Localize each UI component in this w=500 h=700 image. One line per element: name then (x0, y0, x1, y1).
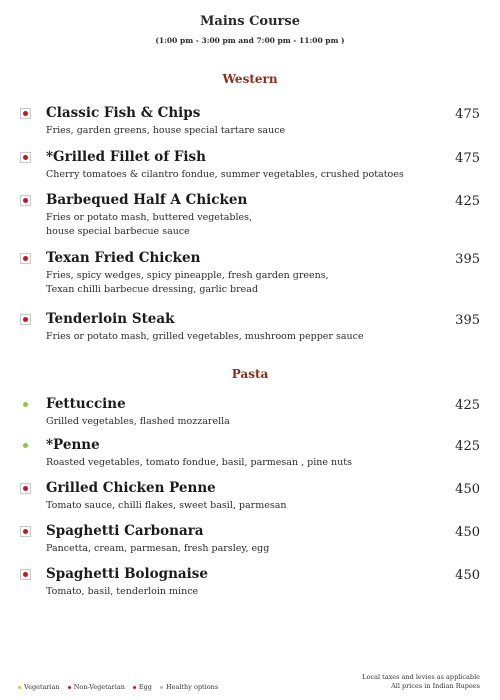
non-veg-marker-icon (20, 195, 31, 206)
non-veg-marker-icon (20, 152, 31, 163)
egg-dot-icon (133, 686, 136, 689)
item-price: 425 (455, 194, 480, 209)
veg-marker-icon (20, 399, 31, 410)
item-name: *Grilled Fillet of Fish (46, 149, 206, 165)
item-price: 425 (455, 398, 480, 413)
non-vegetarian-dot-icon (68, 686, 71, 689)
legend-label: Egg (138, 683, 152, 691)
item-name: Grilled Chicken Penne (46, 480, 216, 496)
item-price: 450 (455, 568, 480, 583)
item-name: *Penne (46, 437, 100, 453)
item-description: Roasted vegetables, tomato fondue, basil, parmesan , pine nuts (46, 457, 352, 468)
item-description: Cherry tomatoes & cilantro fondue, summer vegetables, crushed potatoes (46, 169, 404, 180)
item-name: Classic Fish & Chips (46, 105, 201, 121)
item-description: Tomato sauce, chilli flakes, sweet basil, parmesan (46, 500, 287, 511)
item-price: 425 (455, 439, 480, 454)
section-title-western: Western (222, 72, 278, 86)
non-veg-marker-icon (20, 108, 31, 119)
legend-label: Vegetarian (24, 683, 60, 691)
item-price: 395 (455, 252, 480, 267)
legend-label: Healthy options (165, 683, 219, 691)
item-description: Pancetta, cream, parmesan, fresh parsley, egg (46, 543, 270, 554)
item-price: 475 (455, 151, 480, 166)
item-price: 450 (455, 525, 480, 540)
page-title: Mains Course (200, 14, 300, 29)
item-name: Barbequed Half A Chicken (46, 192, 248, 208)
item-price: 450 (455, 482, 480, 497)
legend-healthy (160, 683, 218, 691)
veg-marker-icon (20, 440, 31, 451)
item-price: 395 (455, 313, 480, 328)
item-name: Spaghetti Bolognaise (46, 566, 208, 582)
non-veg-marker-icon (20, 483, 31, 494)
item-price: 475 (455, 107, 480, 122)
item-description: Fries or potato mash, buttered vegetables, house special barbecue sauce (46, 212, 253, 237)
legend-vegetarian (18, 683, 60, 691)
legend-egg (133, 683, 152, 691)
item-name: Fettuccine (46, 396, 126, 412)
currency-note: All prices in Indian Rupees (391, 682, 480, 690)
non-veg-marker-icon (20, 314, 31, 325)
item-name: Texan Fried Chicken (46, 250, 201, 266)
non-veg-marker-icon (20, 569, 31, 580)
non-veg-marker-icon (20, 526, 31, 537)
vegetarian-dot-icon (18, 686, 21, 689)
healthy-dot-icon (160, 686, 163, 689)
item-description: Tomato, basil, tenderloin mince (46, 586, 199, 597)
item-description: Fries, spicy wedges, spicy pineapple, fresh garden greens, Texan chilli barbecue dressing, garlic bread (46, 270, 329, 295)
item-description: Fries, garden greens, house special tartare sauce (46, 125, 286, 136)
section-title-pasta: Pasta (231, 367, 269, 381)
taxes-note: Local taxes and levies as applicable (362, 673, 480, 681)
non-veg-marker-icon (20, 253, 31, 264)
item-description: Grilled vegetables, flashed mozzarella (46, 416, 230, 427)
legend-non-vegetarian (68, 683, 125, 691)
dietary-legend (18, 683, 226, 691)
service-hours: (1:00 pm - 3:00 pm and 7:00 pm - 11:00 pm ) (155, 36, 345, 45)
footer-notes (362, 673, 480, 691)
legend-label: Non-Vegetarian (73, 683, 125, 691)
item-name: Spaghetti Carbonara (46, 523, 204, 539)
item-name: Tenderloin Steak (46, 311, 175, 327)
item-description: Fries or potato mash, grilled vegetables, mushroom pepper sauce (46, 331, 364, 342)
